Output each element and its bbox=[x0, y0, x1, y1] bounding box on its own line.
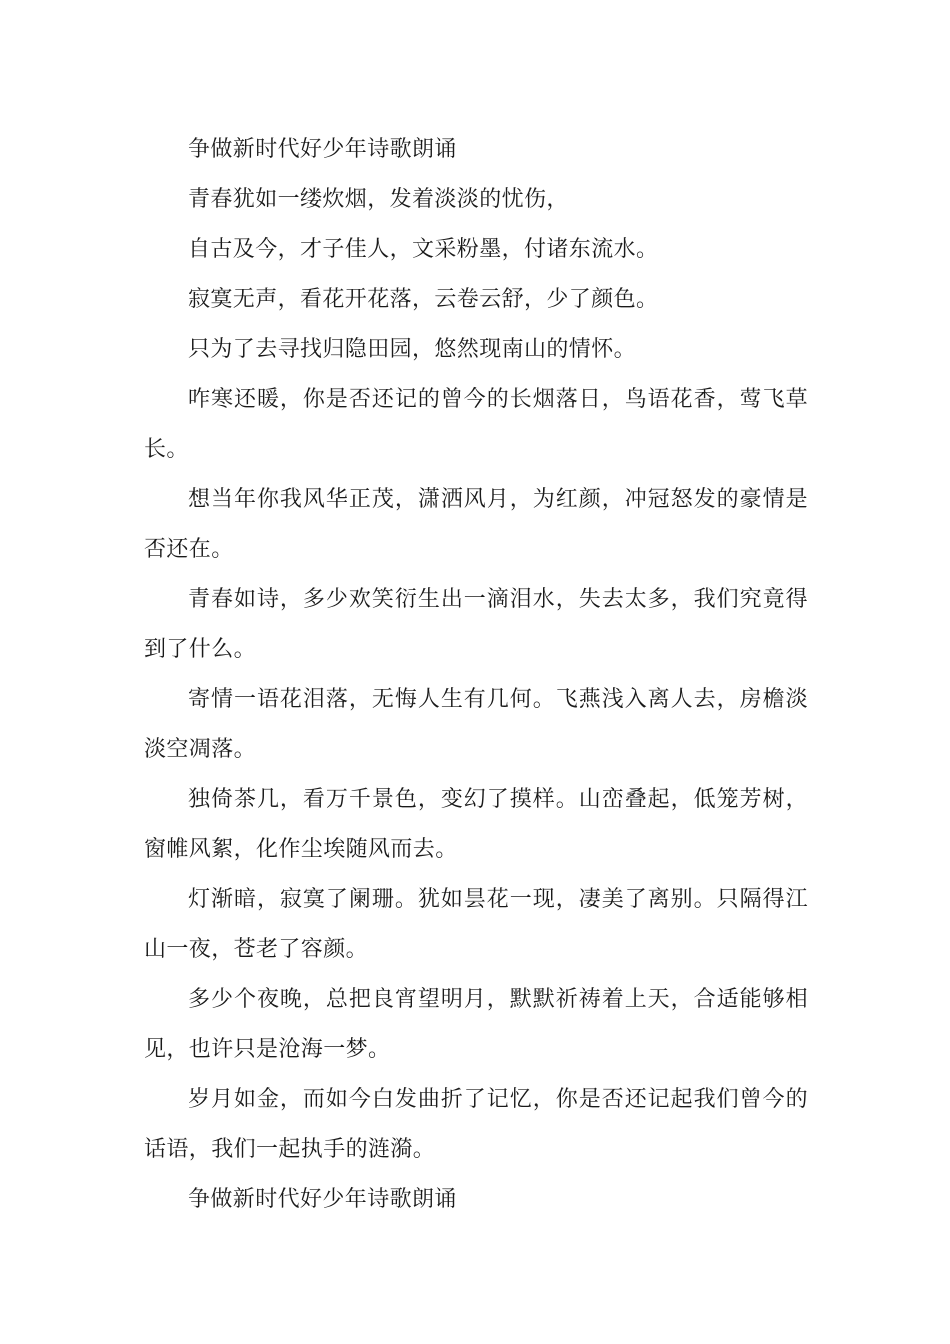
paragraph: 咋寒还暖，你是否还记的曾今的长烟落日，鸟语花香，莺飞草长。 bbox=[144, 387, 808, 462]
paragraph: 自古及今，才子佳人，文采粉墨，付诸东流水。 bbox=[188, 237, 659, 262]
paragraph-title: 争做新时代好少年诗歌朗诵 bbox=[188, 137, 457, 162]
paragraph: 寄情一语花泪落，无悔人生有几何。飞燕浅入离人去，房檐淡淡空凋落。 bbox=[144, 687, 808, 762]
paragraph: 岁月如金，而如今白发曲折了记忆，你是否还记起我们曾今的话语，我们一起执手的涟漪。 bbox=[144, 1087, 808, 1162]
paragraph: 只为了去寻找归隐田园，悠然现南山的情怀。 bbox=[188, 337, 637, 362]
paragraph: 多少个夜晚，总把良宵望明月，默默祈祷着上天，合适能够相见，也许只是沧海一梦。 bbox=[144, 987, 808, 1062]
paragraph: 青春犹如一缕炊烟，发着淡淡的忧伤， bbox=[188, 187, 569, 212]
paragraph-title-repeat: 争做新时代好少年诗歌朗诵 bbox=[188, 1187, 457, 1212]
paragraph: 想当年你我风华正茂，潇洒风月，为红颜，冲冠怒发的豪情是否还在。 bbox=[144, 487, 808, 562]
paragraph: 寂寞无声，看花开花落，云卷云舒，少了颜色。 bbox=[188, 287, 659, 312]
document-body bbox=[144, 125, 808, 1225]
paragraph: 独倚茶几，看万千景色，变幻了摸样。山峦叠起，低笼芳树，窗帷风絮，化作尘埃随风而去。 bbox=[144, 787, 808, 862]
paragraph: 灯渐暗，寂寞了阑珊。犹如昙花一现，凄美了离别。只隔得江山一夜，苍老了容颜。 bbox=[144, 887, 808, 962]
paragraph: 青春如诗，多少欢笑衍生出一滴泪水，失去太多，我们究竟得到了什么。 bbox=[144, 587, 808, 662]
